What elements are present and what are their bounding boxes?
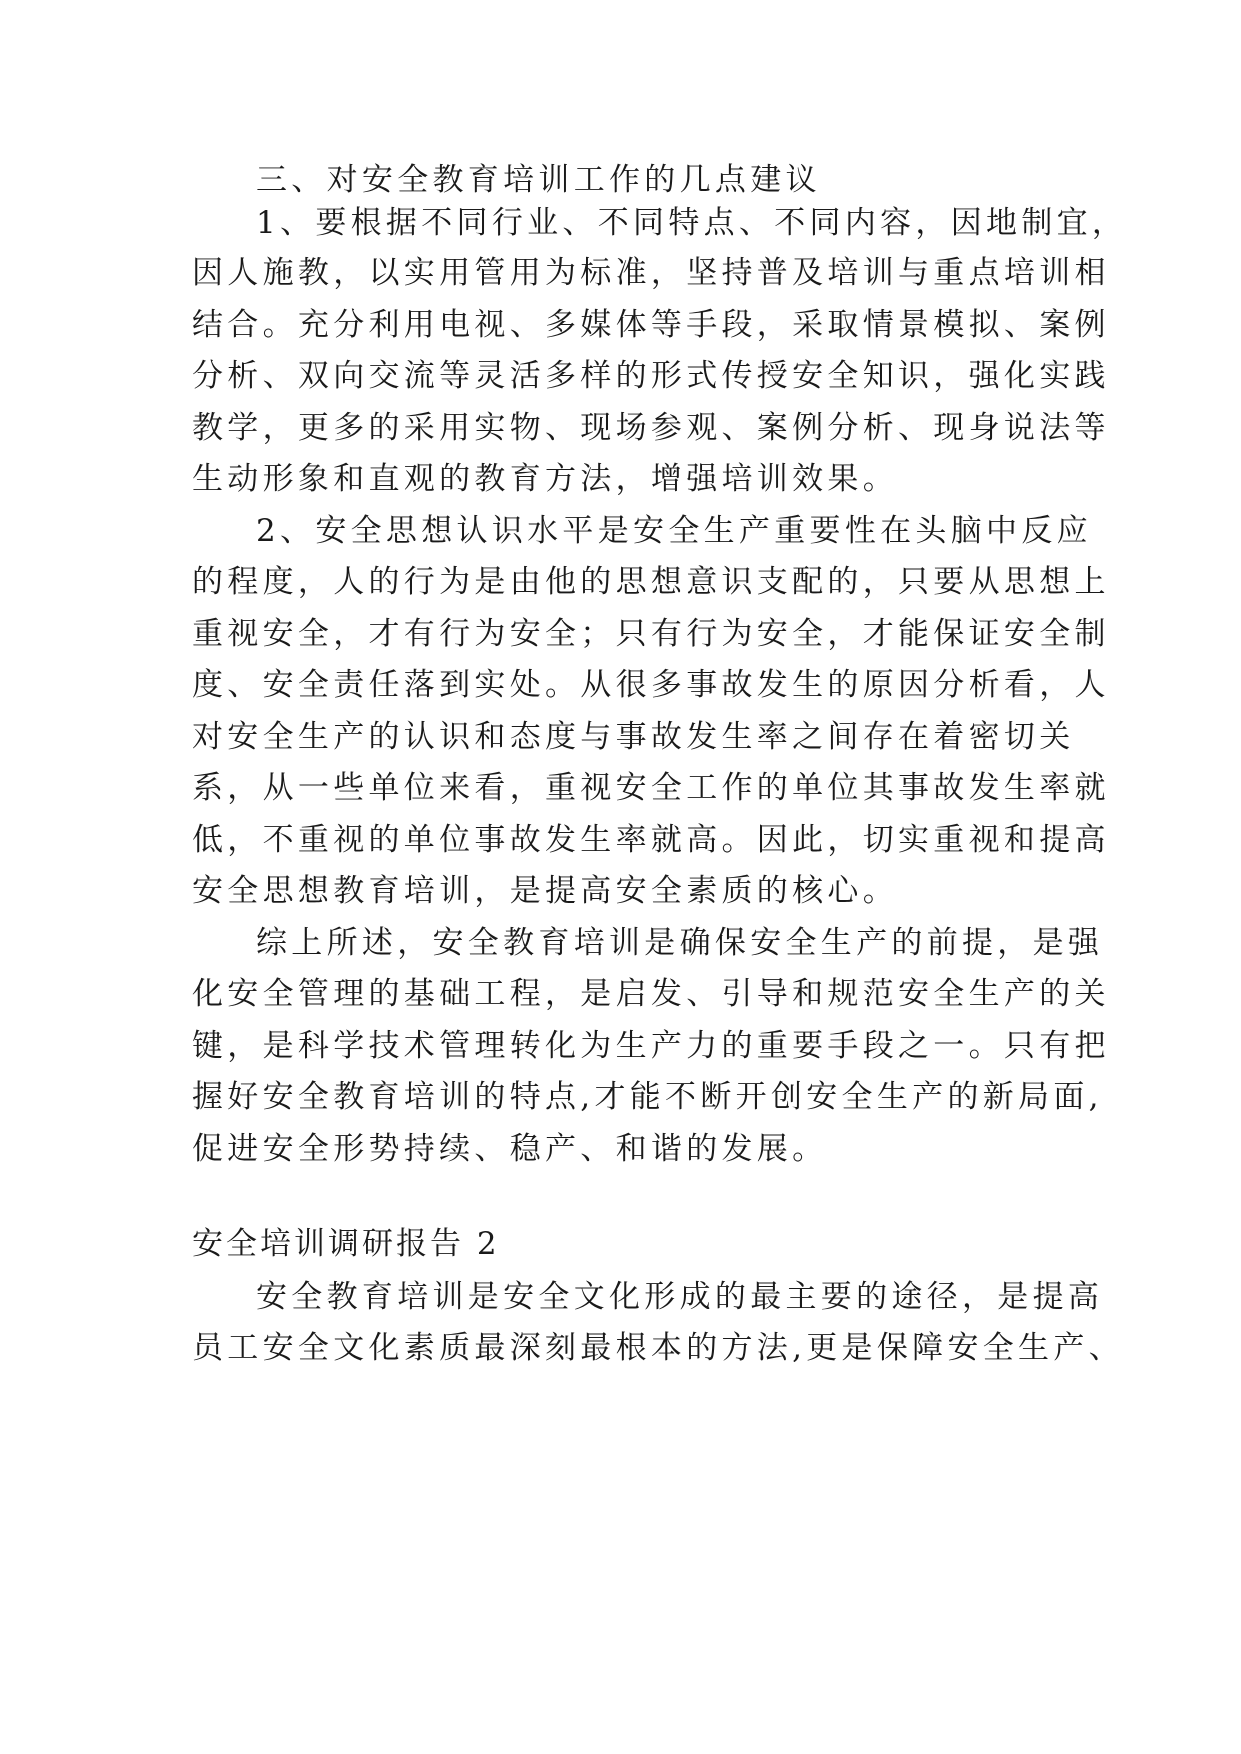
paragraph-line: 结合。充分利用电视、多媒体等手段，采取情景模拟、案例 bbox=[192, 307, 1110, 343]
report-title: 安全培训调研报告 2 bbox=[192, 1226, 500, 1262]
paragraph-line: 促进安全形势持续、稳产、和谐的发展。 bbox=[192, 1131, 828, 1167]
paragraph-line: 员工安全文化素质最深刻最根本的方法,更是保障安全生产、 bbox=[192, 1330, 1124, 1366]
paragraph-line: 对安全生产的认识和态度与事故发生率之间存在着密切关 bbox=[192, 719, 1075, 755]
paragraph-line: 2、安全思想认识水平是安全生产重要性在头脑中反应 bbox=[256, 513, 1092, 549]
paragraph-line: 安全思想教育培训，是提高安全素质的核心。 bbox=[192, 873, 898, 909]
paragraph-line: 分析、双向交流等灵活多样的形式传授安全知识，强化实践 bbox=[192, 358, 1110, 394]
paragraph-line: 低，不重视的单位事故发生率就高。因此，切实重视和提高 bbox=[192, 822, 1110, 858]
section-heading: 三、对安全教育培训工作的几点建议 bbox=[256, 162, 821, 198]
paragraph-line: 生动形象和直观的教育方法，增强培训效果。 bbox=[192, 461, 898, 497]
paragraph-line: 度、安全责任落到实处。从很多事故发生的原因分析看，人 bbox=[192, 667, 1110, 703]
paragraph-line: 系，从一些单位来看，重视安全工作的单位其事故发生率就 bbox=[192, 770, 1110, 806]
paragraph-line: 因人施教，以实用管用为标准，坚持普及培训与重点培训相 bbox=[192, 255, 1110, 291]
paragraph-line: 教学，更多的采用实物、现场参观、案例分析、现身说法等 bbox=[192, 410, 1110, 446]
paragraph-line: 安全教育培训是安全文化形成的最主要的途径，是提高 bbox=[256, 1279, 1104, 1315]
paragraph-line: 握好安全教育培训的特点,才能不断开创安全生产的新局面, bbox=[192, 1079, 1103, 1115]
paragraph-line: 重视安全，才有行为安全；只有行为安全，才能保证安全制 bbox=[192, 616, 1110, 652]
paragraph-line: 综上所述，安全教育培训是确保安全生产的前提，是强 bbox=[256, 925, 1104, 961]
paragraph-line: 的程度，人的行为是由他的思想意识支配的，只要从思想上 bbox=[192, 564, 1110, 600]
paragraph-line: 键，是科学技术管理转化为生产力的重要手段之一。只有把 bbox=[192, 1028, 1110, 1064]
paragraph-line: 1、要根据不同行业、不同特点、不同内容，因地制宜， bbox=[256, 205, 1128, 241]
paragraph-line: 化安全管理的基础工程，是启发、引导和规范安全生产的关 bbox=[192, 976, 1110, 1012]
